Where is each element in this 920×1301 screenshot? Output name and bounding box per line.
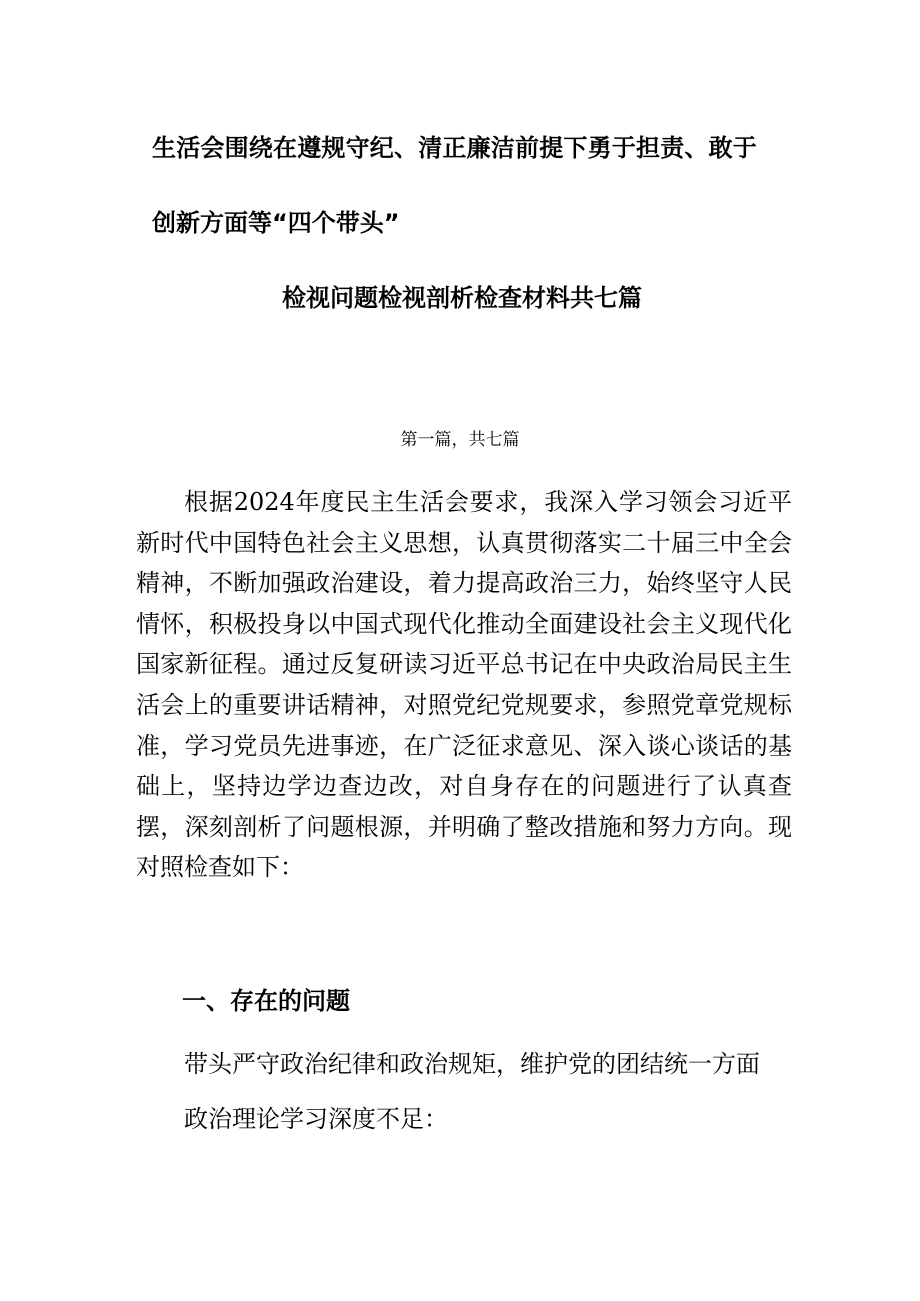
intro-paragraph: 根据2024年度民主生活会要求，我深入学习领会习近平新时代中国特色社会主义思想，认真贯彻落实二十届三中全会精神，不断加强政治建设，着力提高政治三力，始终坚守人民情怀，积极投身以中国式现代化推动全面建设社会主义现代化国家新征程。通过反复研读习近平总书记在中央政治局民主生活会上的重要讲话精神，对照党纪党规要求，参照党章党规标准，学习党员先进事迹，在广泛征求意见、深入谈心谈话的基础上，坚持边学边查边改，对自身存在的问题进行了认真查摆，深刻剖析了问题根源，并明确了整改措施和努力方向。现对照检查如下： — [136, 488, 792, 882]
subheading-line-1: 带头严守政治纪律和政治规矩，维护党的团结统一方面 — [184, 1050, 760, 1078]
document-title-line-2: 创新方面等“四个带头” — [152, 209, 400, 237]
section-heading-problems: 一、存在的问题 — [182, 987, 350, 1015]
document-title-line-1: 生活会围绕在遵规守纪、清正廉洁前提下勇于担责、敢于 — [152, 134, 757, 162]
section-label: 第一篇，共七篇 — [400, 430, 520, 450]
document-title-line-3: 检视问题检视剖析检查材料共七篇 — [282, 284, 642, 312]
subheading-line-2: 政治理论学习深度不足： — [184, 1105, 448, 1133]
